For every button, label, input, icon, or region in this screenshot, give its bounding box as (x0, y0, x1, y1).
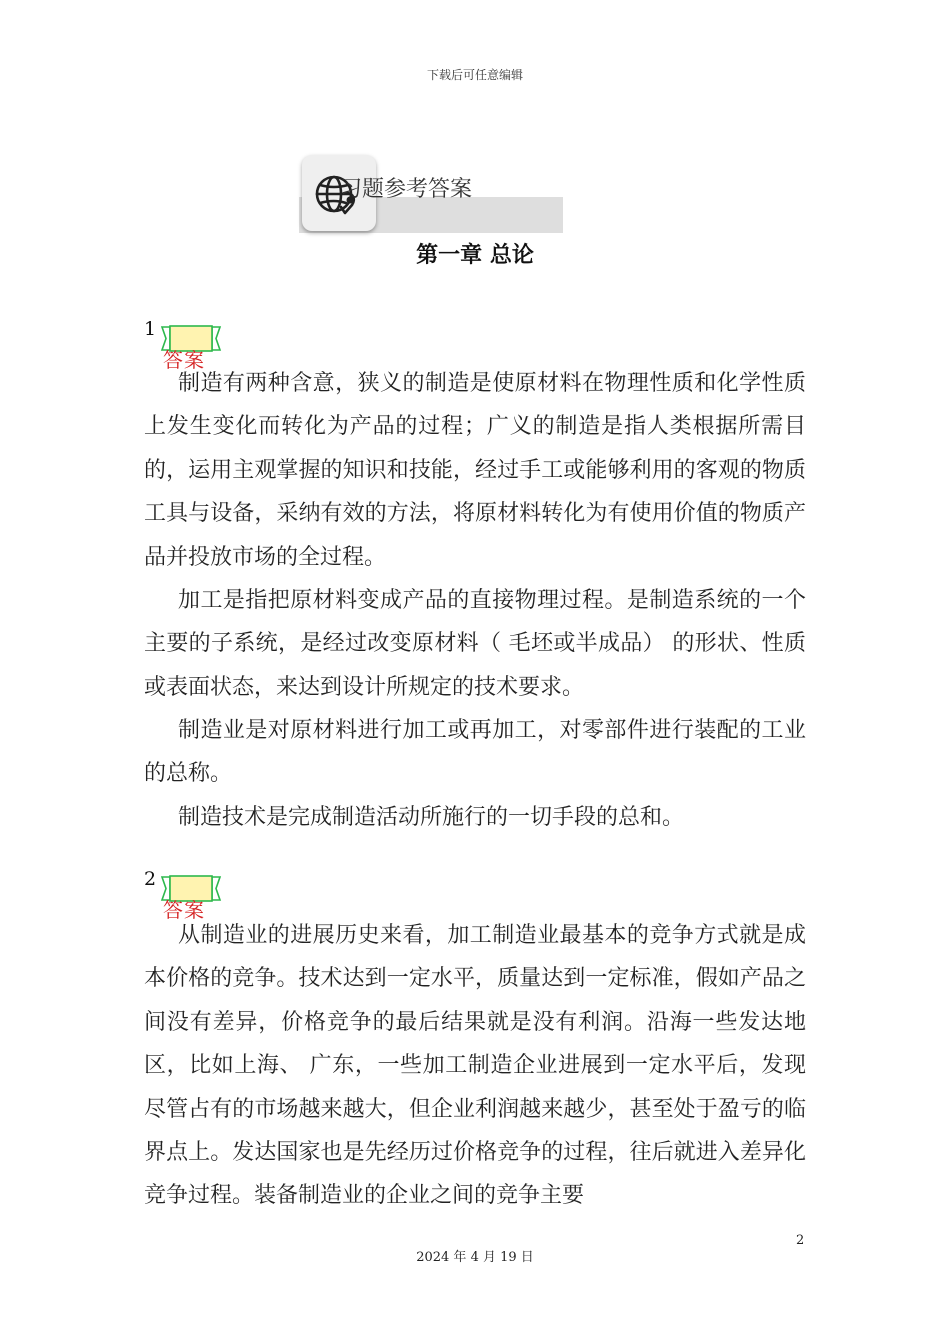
banner-title: 习题参考答案 (340, 177, 473, 202)
question-number: 2 (144, 868, 157, 890)
answer-paragraph: 从制造业的进展历史来看，加工制造业最基本的竞争方式就是成本价格的竞争。技术达到一定水平，质量达到一定标准，假如产品之间没有差异，价格竞争的最后结果就是没有利润。沿海一些发达地区，比如上海、 广东，一些加工制造企业进展到一定水平后，发现尽管占有的市场越来越大，但企业利润越来越少，甚至处于盈亏的临界点上。发达国家也是先经历过价格竞争的过程，往后就进入差异化竞争过程。装备制造业的企业之间的竞争主要 (144, 923, 806, 1209)
answer-paragraph: 制造有两种含意，狭义的制造是使原材料在物理性质和化学性质上发生变化而转化为产品的过程；广义的制造是指人类根据所需目的，运用主观掌握的知识和技能，经过手工或能够利用的客观的物质工具与设备，采纳有效的方法，将原材料转化为有使用价值的物质产品并投放市场的全过程。 (144, 371, 806, 570)
page-number: 2 (796, 1233, 805, 1248)
answer-tag-label: 答案 (163, 898, 205, 922)
chapter-title: 第一章 总论 (416, 243, 534, 268)
answer-paragraph: 制造业是对原材料进行加工或再加工，对零部件进行装配的工业的总称。 (144, 718, 806, 787)
answer-tag-label: 答案 (163, 348, 205, 372)
answer-paragraph: 制造技术是完成制造活动所施行的一切手段的总和。 (178, 805, 685, 830)
page-footer-date: 2024 年 4 月 19 日 (416, 1250, 534, 1265)
answer-paragraph: 加工是指把原材料变成产品的直接物理过程。是制造系统的一个主要的子系统，是经过改变原材料（ 毛坯或半成品） 的形状、性质或表面状态，来达到设计所规定的技术要求。 (144, 588, 806, 700)
page-header: 下载后可任意编辑 (426, 68, 523, 82)
question-number: 1 (144, 318, 157, 340)
